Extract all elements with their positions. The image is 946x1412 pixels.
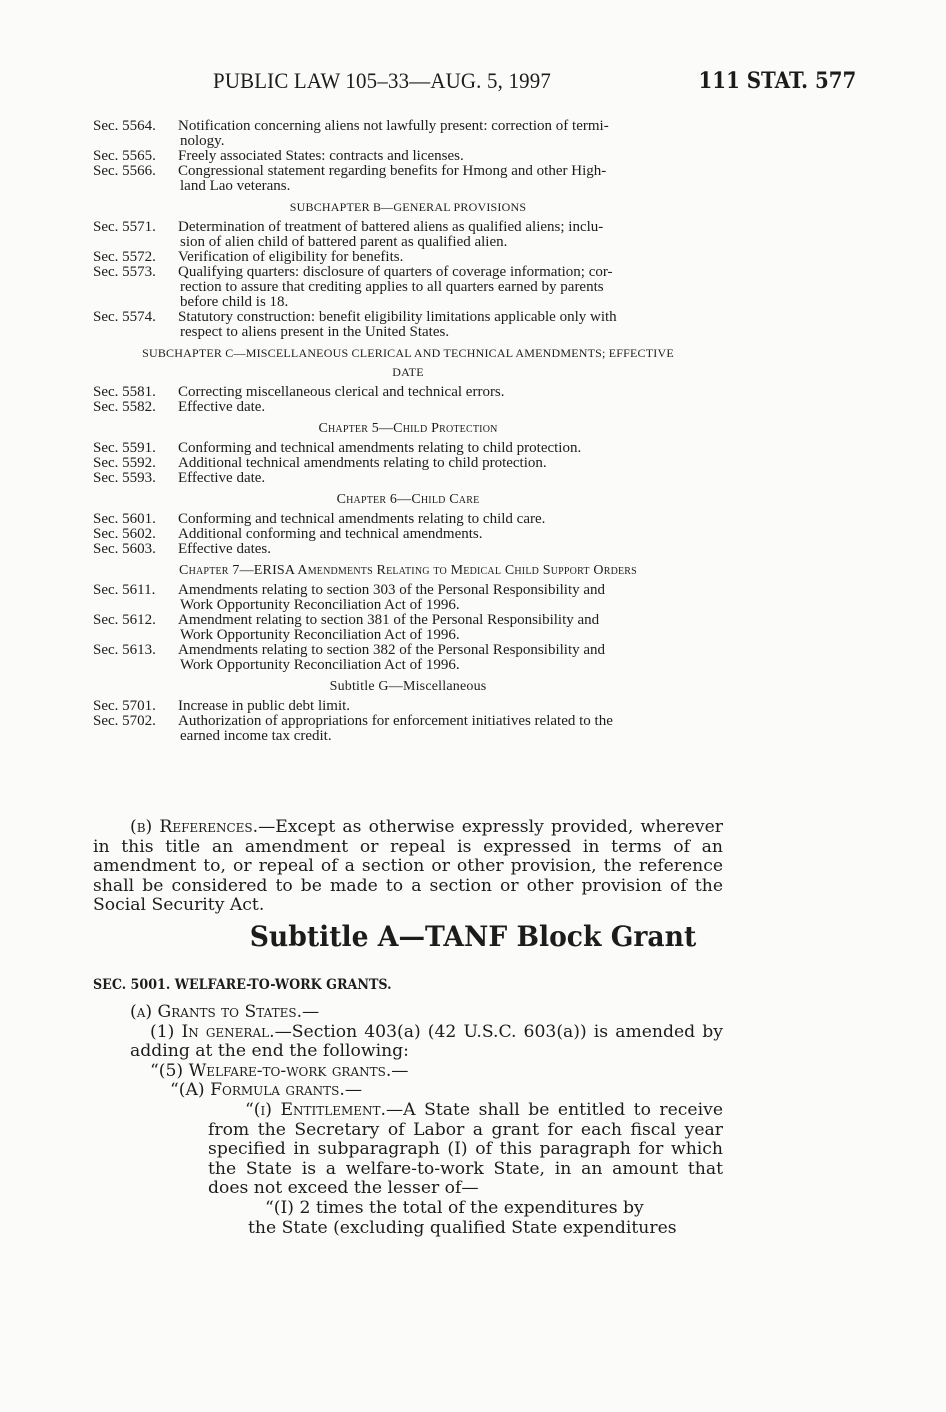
toc-entry: [93, 265, 723, 310]
toc-title-line: Statutory construction: benefit eligibility limitations applicable only with: [178, 309, 617, 325]
subclause-I-line1: “(I) 2 times the total of the expenditures by: [265, 1197, 644, 1218]
toc-group-heading: SUBCHAPTER B—GENERAL PROVISIONS: [289, 200, 527, 214]
toc-title-line: Amendment relating to section 381 of the Personal Responsibility and: [178, 612, 600, 628]
toc-section-number: Sec. 5702.: [93, 713, 156, 729]
toc-section-number: Sec. 5574.: [93, 309, 156, 325]
toc-section-number: Sec. 5564.: [93, 118, 156, 134]
toc-entry: [93, 527, 723, 542]
subsection-a: (a) Grants to States.—: [130, 1002, 320, 1022]
toc-title-line: Work Opportunity Reconciliation Act of 1996.: [180, 657, 460, 673]
toc-title-line: nology.: [180, 133, 225, 149]
toc-heading-line: DATE: [392, 365, 424, 379]
toc-section-title: [178, 527, 723, 542]
toc-title-line: Work Opportunity Reconciliation Act of 1996.: [180, 597, 460, 613]
toc-title-line: Effective date.: [178, 399, 266, 415]
toc-section-number: Sec. 5571.: [93, 219, 156, 235]
toc-group-heading: Chapter 5—Child Protection: [318, 421, 498, 436]
toc-entry: [93, 385, 723, 400]
toc-section-number: Sec. 5601.: [93, 511, 156, 527]
toc-title-line: Conforming and technical amendments relating to child care.: [178, 511, 546, 527]
toc-section-number: Sec. 5613.: [93, 642, 156, 658]
toc-entry: [93, 643, 723, 673]
toc-title-line: land Lao veterans.: [180, 178, 291, 194]
paragraph-1-label: (1) In general.: [150, 1021, 275, 1042]
toc-entry: [93, 583, 723, 613]
toc-section-number: Sec. 5565.: [93, 148, 156, 164]
toc-section-title: [178, 385, 723, 400]
toc-section-title: [178, 400, 723, 415]
toc-section-number: Sec. 5591.: [93, 440, 156, 456]
toc-entry: [93, 456, 723, 471]
toc-section-title: [178, 456, 723, 471]
toc-title-line: Congressional statement regarding benefits for Hmong and other High-: [178, 163, 607, 179]
toc-title-line: rection to assure that crediting applies to all quarters earned by parents: [180, 279, 604, 295]
toc-section-title: [178, 542, 723, 557]
toc-section-title: [178, 441, 723, 456]
toc-title-line: Effective date.: [178, 470, 266, 486]
subparagraph-A: “(A) Formula grants.—: [170, 1080, 363, 1101]
statute-page-number: 111 STAT. 577: [698, 68, 856, 94]
toc-entry: [93, 714, 723, 744]
toc-entry: [93, 613, 723, 643]
toc-section-number: Sec. 5593.: [93, 470, 156, 486]
toc-section-number: Sec. 5582.: [93, 399, 156, 415]
toc-entry: [93, 512, 723, 527]
references-paragraph: [93, 818, 723, 916]
references-text: —Except as otherwise expressly provided, wherever in this title an amendment or repeal is expressed in terms of an amendment to, or repeal of a section or other provision, the reference shall be considered to be made to a section or other provision of the Social Security Act.: [93, 817, 723, 916]
toc-section-title: [178, 613, 723, 643]
page-header: [0, 68, 946, 98]
toc-section-title: [178, 643, 723, 673]
toc-entry: [93, 250, 723, 265]
toc-section-title: [178, 471, 723, 486]
toc-section-title: [178, 310, 723, 340]
section-5001-body: [93, 1003, 723, 1238]
toc-title-line: Amendments relating to section 382 of the Personal Responsibility and: [178, 642, 606, 658]
toc-title-line: earned income tax credit.: [180, 728, 332, 744]
clause-i-text: —A State shall be entitled to receive from the Secretary of Labor a grant for each fiscal year specified in subparagraph (I) of this paragraph for which the State is a welfare-to-work State, in an amount that does not exceed the lesser of—: [208, 1099, 723, 1199]
subtitle-heading: Subtitle A—TANF Block Grant: [249, 920, 697, 953]
toc-title-line: Correcting miscellaneous clerical and technical errors.: [178, 384, 505, 400]
toc-entry: [93, 119, 723, 149]
toc-entry: [93, 310, 723, 340]
section-heading: SEC. 5001. WELFARE-TO-WORK GRANTS.: [93, 977, 392, 993]
toc-entry: [93, 542, 723, 557]
toc-title-line: Verification of eligibility for benefits.: [178, 249, 404, 265]
toc-title-line: Amendments relating to section 303 of the Personal Responsibility and: [178, 582, 606, 598]
clause-i-label: “(i) Entitlement.: [245, 1099, 386, 1120]
toc-section-number: Sec. 5572.: [93, 249, 156, 265]
toc-entry: [93, 220, 723, 250]
toc-title-line: Qualifying quarters: disclosure of quarters of coverage information; cor-: [178, 264, 613, 280]
toc-title-line: respect to aliens present in the United States.: [180, 324, 450, 340]
toc-group-heading: Chapter 6—Child Care: [336, 492, 480, 507]
toc-section-number: Sec. 5566.: [93, 163, 156, 179]
toc-entry: [93, 471, 723, 486]
toc-section-number: Sec. 5602.: [93, 526, 156, 542]
toc-title-line: Conforming and technical amendments relating to child protection.: [178, 440, 582, 456]
paragraph-1-text: —Section 403(a) (42 U.S.C. 603(a)) is amended by adding at the end the following:: [130, 1021, 723, 1062]
toc-title-line: Notification concerning aliens not lawfully present: correction of termi-: [178, 118, 609, 134]
paragraph-5: “(5) Welfare-to-work grants.—: [150, 1060, 409, 1081]
running-head-title: PUBLIC LAW 105–33—AUG. 5, 1997: [213, 68, 552, 93]
toc-section-title: [178, 265, 723, 310]
toc-section-number: Sec. 5603.: [93, 541, 156, 557]
toc-section-title: [178, 583, 723, 613]
toc-section-title: [178, 119, 723, 149]
toc-section-title: [178, 220, 723, 250]
paragraph-1: [93, 1023, 723, 1062]
toc-title-line: Additional technical amendments relating to child protection.: [178, 455, 547, 471]
toc-title-line: Effective dates.: [178, 541, 272, 557]
toc-section-number: Sec. 5611.: [93, 582, 156, 598]
toc-entry: [93, 699, 723, 714]
toc-title-line: sion of alien child of battered parent as qualified alien.: [180, 234, 508, 250]
toc-section-title: [178, 714, 723, 744]
toc-title-line: Determination of treatment of battered aliens as qualified aliens; inclu-: [178, 219, 604, 235]
toc-section-number: Sec. 5701.: [93, 698, 156, 714]
toc-title-line: Work Opportunity Reconciliation Act of 1996.: [180, 627, 460, 643]
toc-entry: [93, 164, 723, 194]
toc-title-line: Freely associated States: contracts and licenses.: [178, 148, 464, 164]
toc-section-number: Sec. 5573.: [93, 264, 156, 280]
toc-title-line: before child is 18.: [180, 294, 289, 310]
toc-section-number: Sec. 5592.: [93, 455, 156, 471]
toc-section-title: [178, 164, 723, 194]
toc-title-line: Authorization of appropriations for enforcement initiatives related to the: [178, 713, 613, 729]
toc-group-heading: Chapter 7—ERISA Amendments Relating to Medical Child Support Orders: [179, 563, 637, 578]
toc-entry: [93, 441, 723, 456]
toc-section-title: [178, 699, 723, 714]
table-of-contents: [93, 119, 723, 744]
toc-section-number: Sec. 5612.: [93, 612, 156, 628]
toc-group-heading: Subtitle G—Miscellaneous: [329, 679, 487, 694]
toc-section-number: Sec. 5581.: [93, 384, 156, 400]
toc-group-heading: [93, 346, 723, 380]
toc-heading-line: SUBCHAPTER C—MISCELLANEOUS CLERICAL AND TECHNICAL AMENDMENTS; EFFECTIVE: [142, 346, 674, 360]
toc-title-line: Additional conforming and technical amendments.: [178, 526, 483, 542]
toc-entry: [93, 149, 723, 164]
clause-i: [93, 1101, 723, 1199]
subclause-I-line2: the State (excluding qualified State expenditures: [248, 1217, 677, 1238]
toc-entry: [93, 400, 723, 415]
toc-title-line: Increase in public debt limit.: [178, 698, 351, 714]
toc-section-title: [178, 512, 723, 527]
references-label: (b) References.: [130, 817, 259, 837]
toc-section-title: [178, 250, 723, 265]
toc-section-title: [178, 149, 723, 164]
